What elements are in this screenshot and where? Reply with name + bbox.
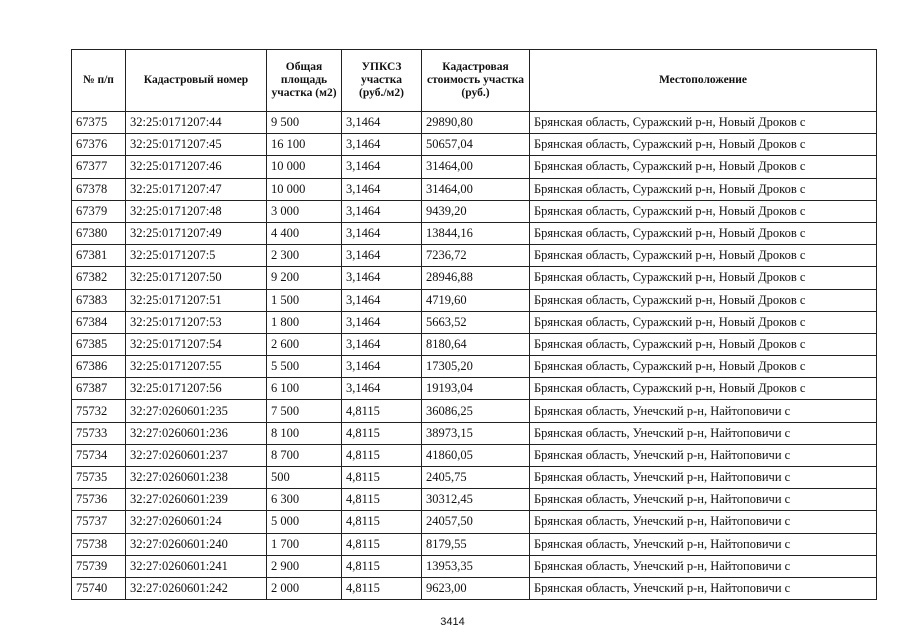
cell-row-number: 67380 [72, 222, 126, 244]
cell-row-number: 67378 [72, 178, 126, 200]
cell-cadastral-value: 30312,45 [422, 489, 530, 511]
cell-cadastral-value: 8180,64 [422, 333, 530, 355]
cell-location: Брянская область, Суражский р-н, Новый Дроков с [530, 245, 877, 267]
cell-row-number: 75732 [72, 400, 126, 422]
cell-cadastral-number: 32:25:0171207:50 [126, 267, 267, 289]
cell-cadastral-value: 38973,15 [422, 422, 530, 444]
cell-upksz: 3,1464 [342, 112, 422, 134]
table-row [72, 422, 877, 444]
cell-upksz: 3,1464 [342, 267, 422, 289]
cell-row-number: 67383 [72, 289, 126, 311]
cell-row-number: 67377 [72, 156, 126, 178]
cell-row-number: 67386 [72, 356, 126, 378]
cell-cadastral-value: 31464,00 [422, 178, 530, 200]
cell-area: 6 100 [267, 378, 342, 400]
cell-location: Брянская область, Суражский р-н, Новый Дроков с [530, 267, 877, 289]
cell-cadastral-number: 32:25:0171207:45 [126, 134, 267, 156]
cell-upksz: 4,8115 [342, 467, 422, 489]
cell-location: Брянская область, Унечский р-н, Найтоповичи с [530, 511, 877, 533]
table-row [72, 467, 877, 489]
cell-cadastral-value: 41860,05 [422, 444, 530, 466]
cell-area: 3 000 [267, 200, 342, 222]
cell-upksz: 4,8115 [342, 400, 422, 422]
cell-upksz: 4,8115 [342, 511, 422, 533]
cell-row-number: 75734 [72, 444, 126, 466]
cell-cadastral-value: 13953,35 [422, 555, 530, 577]
cell-location: Брянская область, Суражский р-н, Новый Дроков с [530, 333, 877, 355]
cell-area: 4 400 [267, 222, 342, 244]
cell-location: Брянская область, Унечский р-н, Найтоповичи с [530, 489, 877, 511]
cell-upksz: 3,1464 [342, 222, 422, 244]
cell-location: Брянская область, Суражский р-н, Новый Дроков с [530, 200, 877, 222]
cell-location: Брянская область, Унечский р-н, Найтоповичи с [530, 400, 877, 422]
cell-cadastral-value: 2405,75 [422, 467, 530, 489]
cell-area: 5 500 [267, 356, 342, 378]
cell-row-number: 67385 [72, 333, 126, 355]
cell-location: Брянская область, Суражский р-н, Новый Дроков с [530, 112, 877, 134]
cell-cadastral-number: 32:25:0171207:51 [126, 289, 267, 311]
cell-cadastral-number: 32:25:0171207:5 [126, 245, 267, 267]
cell-cadastral-value: 5663,52 [422, 311, 530, 333]
cell-area: 2 900 [267, 555, 342, 577]
cell-location: Брянская область, Суражский р-н, Новый Дроков с [530, 356, 877, 378]
cell-upksz: 3,1464 [342, 333, 422, 355]
cell-area: 8 700 [267, 444, 342, 466]
cell-row-number: 75739 [72, 555, 126, 577]
cell-cadastral-number: 32:27:0260601:239 [126, 489, 267, 511]
cell-cadastral-number: 32:25:0171207:44 [126, 112, 267, 134]
cell-upksz: 4,8115 [342, 577, 422, 599]
cell-row-number: 75736 [72, 489, 126, 511]
cell-cadastral-number: 32:27:0260601:237 [126, 444, 267, 466]
cell-cadastral-number: 32:27:0260601:242 [126, 577, 267, 599]
table-body [72, 112, 877, 600]
cell-cadastral-value: 4719,60 [422, 289, 530, 311]
cell-location: Брянская область, Суражский р-н, Новый Дроков с [530, 311, 877, 333]
cell-upksz: 4,8115 [342, 533, 422, 555]
cell-row-number: 67375 [72, 112, 126, 134]
cell-location: Брянская область, Унечский р-н, Найтоповичи с [530, 467, 877, 489]
cell-row-number: 75735 [72, 467, 126, 489]
table-row [72, 134, 877, 156]
header-location: Местоположение [530, 50, 877, 112]
cell-cadastral-value: 28946,88 [422, 267, 530, 289]
table-row [72, 333, 877, 355]
cell-area: 8 100 [267, 422, 342, 444]
header-cadastral-number: Кадастровый номер [126, 50, 267, 112]
cell-location: Брянская область, Унечский р-н, Найтоповичи с [530, 444, 877, 466]
cell-cadastral-value: 8179,55 [422, 533, 530, 555]
cell-row-number: 67376 [72, 134, 126, 156]
page-number: 3414 [440, 616, 465, 628]
cell-location: Брянская область, Суражский р-н, Новый Дроков с [530, 156, 877, 178]
cell-area: 16 100 [267, 134, 342, 156]
cell-location: Брянская область, Суражский р-н, Новый Дроков с [530, 289, 877, 311]
cell-upksz: 3,1464 [342, 134, 422, 156]
cell-area: 1 500 [267, 289, 342, 311]
table-row [72, 555, 877, 577]
cell-cadastral-number: 32:25:0171207:56 [126, 378, 267, 400]
cell-location: Брянская область, Унечский р-н, Найтоповичи с [530, 422, 877, 444]
table-row [72, 489, 877, 511]
cell-area: 2 000 [267, 577, 342, 599]
cell-cadastral-value: 7236,72 [422, 245, 530, 267]
cell-cadastral-number: 32:27:0260601:24 [126, 511, 267, 533]
cell-cadastral-value: 13844,16 [422, 222, 530, 244]
cell-cadastral-number: 32:25:0171207:55 [126, 356, 267, 378]
cell-upksz: 3,1464 [342, 178, 422, 200]
cell-upksz: 3,1464 [342, 156, 422, 178]
table-row [72, 444, 877, 466]
cell-row-number: 67382 [72, 267, 126, 289]
cell-location: Брянская область, Унечский р-н, Найтоповичи с [530, 577, 877, 599]
cell-location: Брянская область, Суражский р-н, Новый Дроков с [530, 178, 877, 200]
cell-upksz: 3,1464 [342, 378, 422, 400]
cell-row-number: 75740 [72, 577, 126, 599]
table-row [72, 289, 877, 311]
cell-area: 1 700 [267, 533, 342, 555]
cell-row-number: 75737 [72, 511, 126, 533]
cell-area: 9 200 [267, 267, 342, 289]
table-row [72, 222, 877, 244]
cell-area: 9 500 [267, 112, 342, 134]
cell-area: 10 000 [267, 178, 342, 200]
cell-area: 7 500 [267, 400, 342, 422]
cell-location: Брянская область, Суражский р-н, Новый Дроков с [530, 222, 877, 244]
cell-area: 1 800 [267, 311, 342, 333]
table-row [72, 356, 877, 378]
cell-cadastral-value: 24057,50 [422, 511, 530, 533]
table-row [72, 200, 877, 222]
cell-area: 6 300 [267, 489, 342, 511]
table-row [72, 533, 877, 555]
cadastral-table [71, 49, 877, 600]
cell-cadastral-number: 32:25:0171207:48 [126, 200, 267, 222]
cell-cadastral-value: 17305,20 [422, 356, 530, 378]
cell-cadastral-number: 32:27:0260601:236 [126, 422, 267, 444]
cell-cadastral-number: 32:25:0171207:47 [126, 178, 267, 200]
header-row-number: № п/п [72, 50, 126, 112]
cell-area: 2 600 [267, 333, 342, 355]
cell-cadastral-number: 32:25:0171207:46 [126, 156, 267, 178]
cell-cadastral-number: 32:25:0171207:49 [126, 222, 267, 244]
cell-cadastral-value: 9623,00 [422, 577, 530, 599]
cell-cadastral-number: 32:27:0260601:240 [126, 533, 267, 555]
cell-cadastral-number: 32:27:0260601:235 [126, 400, 267, 422]
cell-upksz: 3,1464 [342, 200, 422, 222]
table-row [72, 577, 877, 599]
cell-row-number: 67387 [72, 378, 126, 400]
table-row [72, 178, 877, 200]
cell-cadastral-value: 36086,25 [422, 400, 530, 422]
table-row [72, 378, 877, 400]
cell-upksz: 3,1464 [342, 245, 422, 267]
table-row [72, 156, 877, 178]
cell-upksz: 3,1464 [342, 289, 422, 311]
table-header-row [72, 50, 877, 112]
cell-cadastral-value: 50657,04 [422, 134, 530, 156]
cell-row-number: 67381 [72, 245, 126, 267]
cell-upksz: 4,8115 [342, 422, 422, 444]
header-upksz: УПКСЗ участка (руб./м2) [342, 50, 422, 112]
cell-location: Брянская область, Унечский р-н, Найтоповичи с [530, 533, 877, 555]
cell-row-number: 75733 [72, 422, 126, 444]
cell-upksz: 3,1464 [342, 356, 422, 378]
header-cadastral-value: Кадастровая стоимость участка (руб.) [422, 50, 530, 112]
cell-cadastral-value: 29890,80 [422, 112, 530, 134]
cell-upksz: 4,8115 [342, 489, 422, 511]
table-row [72, 245, 877, 267]
cell-cadastral-value: 9439,20 [422, 200, 530, 222]
table-row [72, 511, 877, 533]
cell-cadastral-value: 19193,04 [422, 378, 530, 400]
cell-cadastral-number: 32:27:0260601:241 [126, 555, 267, 577]
cell-upksz: 4,8115 [342, 444, 422, 466]
cell-cadastral-number: 32:25:0171207:54 [126, 333, 267, 355]
cell-row-number: 67384 [72, 311, 126, 333]
cell-upksz: 3,1464 [342, 311, 422, 333]
table-row [72, 267, 877, 289]
cell-cadastral-number: 32:27:0260601:238 [126, 467, 267, 489]
cell-location: Брянская область, Суражский р-н, Новый Дроков с [530, 378, 877, 400]
cell-area: 5 000 [267, 511, 342, 533]
cell-area: 500 [267, 467, 342, 489]
table-row [72, 311, 877, 333]
header-area: Общая площадь участка (м2) [267, 50, 342, 112]
cell-location: Брянская область, Суражский р-н, Новый Дроков с [530, 134, 877, 156]
cell-area: 2 300 [267, 245, 342, 267]
cell-cadastral-number: 32:25:0171207:53 [126, 311, 267, 333]
cell-location: Брянская область, Унечский р-н, Найтоповичи с [530, 555, 877, 577]
cell-cadastral-value: 31464,00 [422, 156, 530, 178]
cell-area: 10 000 [267, 156, 342, 178]
cell-row-number: 75738 [72, 533, 126, 555]
table-row [72, 112, 877, 134]
table-row [72, 400, 877, 422]
cell-row-number: 67379 [72, 200, 126, 222]
cell-upksz: 4,8115 [342, 555, 422, 577]
